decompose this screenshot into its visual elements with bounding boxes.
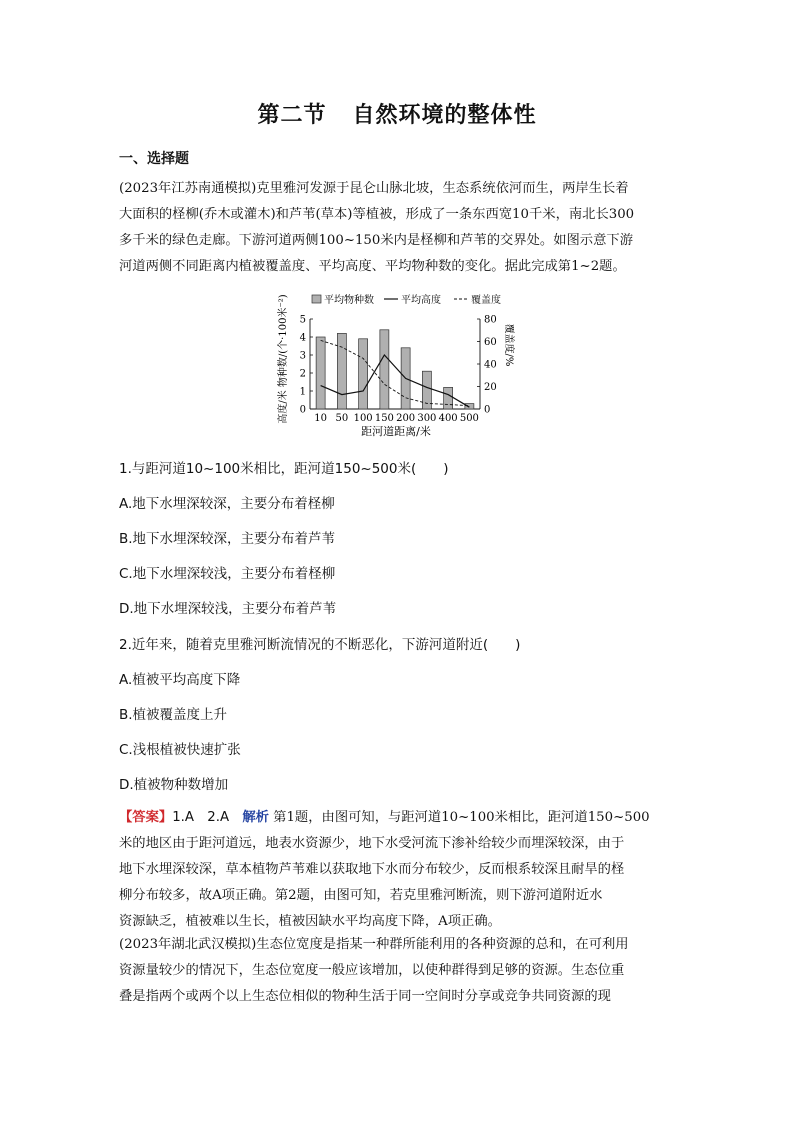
y-tick-label-right: 40 bbox=[484, 359, 497, 371]
answer-explanation bbox=[119, 805, 677, 935]
explanation-line: 地下水埋深较深，草本植物芦苇难以获取地下水而分布较少，反而根系较深且耐旱的柽 bbox=[119, 862, 625, 877]
y-tick-label-right: 20 bbox=[484, 382, 497, 393]
explanation-line: 第1题，由图可知，与距河道10~100米相比，距河道150~500 bbox=[268, 810, 650, 825]
question-2-stem: 2.近年来，随着克里雅河断流情况的不断恶化，下游河道附近( ) bbox=[119, 637, 521, 653]
legend-label: 平均物种数 bbox=[324, 295, 374, 306]
intro-line: 河道两侧不同距离内植被覆盖度、平均高度、平均物种数的变化。据此完成第1~2题。 bbox=[119, 259, 626, 274]
vegetation-chart bbox=[272, 283, 512, 443]
chart-legend bbox=[312, 293, 501, 306]
y-axis-label-left: 高度/米 物种数/(个·100米⁻²) bbox=[278, 294, 289, 424]
bar-series bbox=[316, 330, 474, 409]
bar bbox=[359, 339, 368, 409]
next-passage-line: (2023年湖北武汉模拟)生态位宽度是指某一种群所能利用的各种资源的总和，在可利用 bbox=[119, 937, 629, 952]
intro-line: (2023年江苏南通模拟)克里雅河发源于昆仑山脉北坡，生态系统依河而生，两岸生长着 bbox=[119, 181, 629, 196]
legend-swatch-bar bbox=[312, 295, 321, 303]
legend-label: 覆盖度 bbox=[471, 295, 501, 306]
question-1-option-b[interactable]: B.地下水埋深较深，主要分布着芦苇 bbox=[119, 531, 336, 547]
question-1-option-c[interactable]: C.地下水埋深较浅，主要分布着柽柳 bbox=[119, 566, 336, 582]
explanation-line: 柳分布较多，故A项正确。第2题，由图可知，若克里雅河断流，则下游河道附近水 bbox=[119, 888, 603, 903]
answer-keys: 1.A 2.A bbox=[172, 810, 243, 825]
answer-tag: 【答案】 bbox=[119, 810, 173, 825]
x-tick-label: 50 bbox=[335, 413, 349, 424]
title-section-name: 自然环境的整体性 bbox=[352, 103, 537, 128]
x-tick-label: 200 bbox=[396, 413, 416, 424]
y-tick-label-right: 60 bbox=[484, 337, 497, 348]
x-tick-label: 300 bbox=[417, 413, 437, 424]
intro-line: 多千米的绿色走廊。下游河道两侧100~150米内是柽柳和芦苇的交界处。如图示意下游 bbox=[119, 233, 633, 248]
intro-passage bbox=[119, 176, 677, 280]
x-tick-label: 100 bbox=[353, 413, 373, 424]
x-tick-label: 150 bbox=[374, 413, 394, 424]
y-axis-label-right: 覆盖度/% bbox=[503, 323, 514, 367]
y-tick-label-left: 5 bbox=[299, 314, 306, 326]
y-tick-label-left: 1 bbox=[299, 386, 306, 398]
x-axis-label: 距河道距离/米 bbox=[361, 425, 431, 438]
y-tick-label-left: 0 bbox=[299, 404, 306, 416]
bar bbox=[337, 333, 346, 409]
next-passage bbox=[119, 932, 677, 1010]
bar bbox=[380, 330, 389, 409]
next-passage-line: 叠是指两个或两个以上生态位相似的物种生活于同一空间时分享或竞争共同资源的现 bbox=[119, 989, 611, 1004]
y-tick-label-right: 80 bbox=[484, 314, 497, 326]
x-tick-label: 500 bbox=[459, 413, 479, 424]
y-tick-label-left: 3 bbox=[299, 350, 306, 362]
x-tick-label: 10 bbox=[314, 413, 327, 424]
x-tick-label: 400 bbox=[438, 413, 458, 424]
explanation-line: 资源缺乏，植被难以生长，植被因缺水平均高度下降，A项正确。 bbox=[119, 914, 501, 929]
intro-line: 大面积的柽柳(乔木或灌木)和芦苇(草本)等植被，形成了一条东西宽10千米，南北长300 bbox=[119, 207, 635, 222]
next-passage-line: 资源量较少的情况下，生态位宽度一般应该增加，以使种群得到足够的资源。生态位重 bbox=[119, 963, 625, 978]
section-heading: 一、选择题 bbox=[119, 151, 189, 167]
explanation-tag: 解析 bbox=[242, 810, 269, 825]
bar bbox=[316, 337, 325, 409]
explanation-line: 米的地区由于距河道远，地表水资源少，地下水受河流下渗补给较少而埋深较深，由于 bbox=[119, 836, 625, 851]
y-tick-label-left: 2 bbox=[299, 368, 306, 380]
question-2-option-a[interactable]: A.植被平均高度下降 bbox=[119, 672, 241, 688]
question-2-option-d[interactable]: D.植被物种数增加 bbox=[119, 777, 229, 793]
title-section-number: 第二节 bbox=[257, 103, 327, 128]
page-title bbox=[0, 98, 794, 129]
question-2-option-b[interactable]: B.植被覆盖度上升 bbox=[119, 707, 228, 723]
question-1-option-d[interactable]: D.地下水埋深较浅，主要分布着芦苇 bbox=[119, 601, 337, 617]
y-tick-label-left: 4 bbox=[299, 332, 306, 344]
bar bbox=[465, 404, 474, 409]
question-1-stem: 1.与距河道10~100米相比，距河道150~500米( ) bbox=[119, 461, 449, 477]
legend-label: 平均高度 bbox=[401, 295, 441, 306]
question-2-option-c[interactable]: C.浅根植被快速扩张 bbox=[119, 742, 241, 758]
y-tick-label-right: 0 bbox=[484, 404, 491, 416]
bar bbox=[444, 387, 453, 409]
question-1-option-a[interactable]: A.地下水埋深较深，主要分布着柽柳 bbox=[119, 496, 335, 512]
